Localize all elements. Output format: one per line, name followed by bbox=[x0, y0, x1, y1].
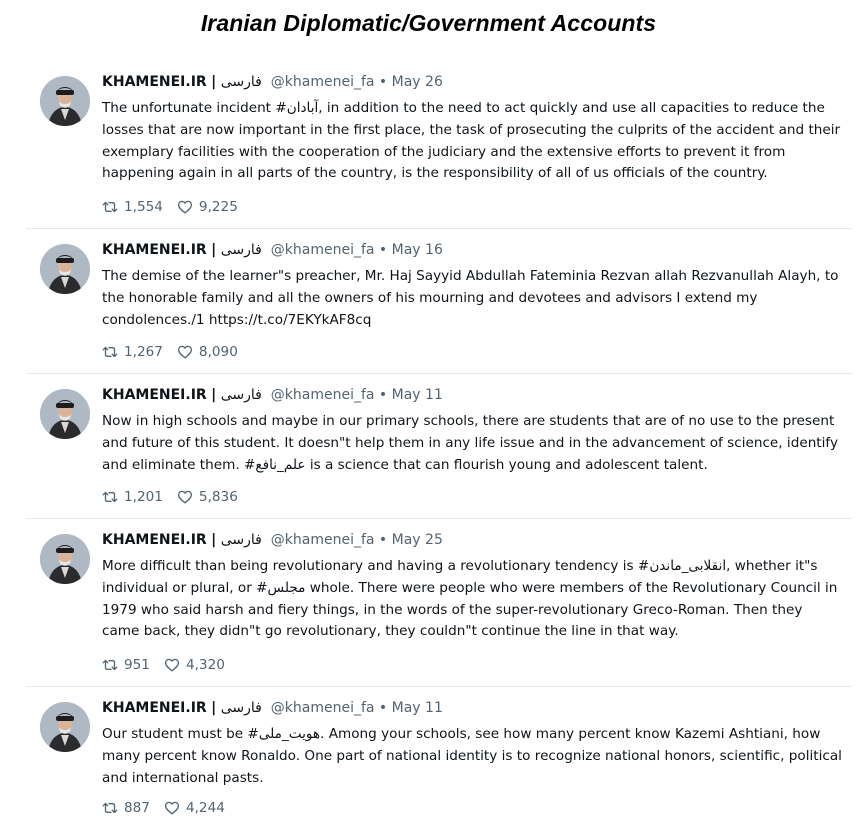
retweet-button[interactable] bbox=[102, 657, 150, 673]
tweet-date[interactable]: May 11 bbox=[391, 387, 443, 403]
author-handle[interactable]: @khamenei_fa bbox=[270, 242, 375, 258]
header-dot: • bbox=[378, 387, 388, 403]
like-count: 8,090 bbox=[198, 344, 238, 360]
tweet-item[interactable] bbox=[26, 229, 852, 374]
tweet-date[interactable]: May 11 bbox=[391, 700, 443, 716]
author-separator: | bbox=[211, 700, 217, 716]
author-handle[interactable]: @khamenei_fa bbox=[270, 387, 375, 403]
tweet-date[interactable]: May 26 bbox=[391, 74, 443, 90]
tweet-header bbox=[102, 73, 842, 92]
author-name[interactable]: KHAMENEI.IR bbox=[102, 532, 207, 548]
author-script-name[interactable]: فارسی bbox=[220, 387, 262, 403]
avatar-portrait-icon bbox=[40, 534, 90, 584]
header-dot: • bbox=[378, 74, 388, 90]
like-count: 4,244 bbox=[185, 800, 225, 816]
retweet-count: 1,554 bbox=[124, 199, 163, 215]
profile-avatar[interactable] bbox=[40, 389, 90, 439]
like-button[interactable] bbox=[177, 199, 238, 215]
header-dot: • bbox=[378, 242, 388, 258]
avatar-portrait-icon bbox=[40, 389, 90, 439]
retweet-button[interactable] bbox=[102, 199, 163, 215]
author-name[interactable]: KHAMENEI.IR bbox=[102, 387, 207, 403]
author-script-name[interactable]: فارسی bbox=[220, 532, 262, 548]
avatar-portrait-icon bbox=[40, 702, 90, 752]
tweet-feed bbox=[26, 61, 852, 827]
heart-icon bbox=[164, 657, 180, 673]
tweet-body bbox=[102, 386, 842, 476]
retweet-button[interactable] bbox=[102, 344, 163, 360]
tweet-text: The demise of the learner"s preacher, Mr. Haj Sayyid Abdullah Fateminia Rezvan allah Rezvanullah Alayh, to the honorable family and all the owners of his mourning and devotees and advisors I extend my condolences./1 https://t.co/7EKYkAF8cq bbox=[102, 268, 839, 328]
tweet-header bbox=[102, 386, 842, 405]
tweet-body bbox=[102, 699, 842, 789]
retweet-count: 1,267 bbox=[124, 344, 163, 360]
like-button[interactable] bbox=[177, 344, 238, 360]
tweet-item[interactable] bbox=[26, 374, 852, 519]
tweet-stats bbox=[102, 800, 239, 816]
tweet-header bbox=[102, 531, 842, 550]
heart-icon bbox=[177, 489, 193, 505]
profile-avatar[interactable] bbox=[40, 76, 90, 126]
avatar-portrait-icon bbox=[40, 244, 90, 294]
tweet-body bbox=[102, 531, 842, 643]
tweet-stats bbox=[102, 344, 252, 360]
author-handle[interactable]: @khamenei_fa bbox=[270, 74, 375, 90]
tweet-stats bbox=[102, 199, 252, 215]
author-separator: | bbox=[211, 74, 217, 90]
author-script-name[interactable]: فارسی bbox=[220, 242, 262, 258]
tweet-item[interactable] bbox=[26, 61, 852, 229]
like-button[interactable] bbox=[177, 489, 238, 505]
page-title: Iranian Diplomatic/Government Accounts bbox=[200, 10, 657, 36]
retweet-count: 951 bbox=[124, 657, 150, 673]
retweet-icon bbox=[102, 657, 118, 673]
heart-icon bbox=[177, 344, 193, 360]
tweet-header bbox=[102, 699, 842, 718]
like-count: 9,225 bbox=[198, 199, 238, 215]
retweet-icon bbox=[102, 199, 118, 215]
tweet-item[interactable] bbox=[26, 687, 852, 827]
avatar-portrait-icon bbox=[40, 76, 90, 126]
tweet-stats bbox=[102, 657, 239, 673]
profile-avatar[interactable] bbox=[40, 534, 90, 584]
heart-icon bbox=[164, 800, 180, 816]
retweet-icon bbox=[102, 489, 118, 505]
author-name[interactable]: KHAMENEI.IR bbox=[102, 700, 207, 716]
tweet-date[interactable]: May 25 bbox=[391, 532, 443, 548]
retweet-count: 1,201 bbox=[124, 489, 163, 505]
author-separator: | bbox=[211, 387, 217, 403]
tweet-text: The unfortunate incident #آبادان, in addition to the need to act quickly and use all capacities to reduce the losses that are now important in the first place, the task of prosecuting the culprits of the accident and their exemplary facilities with the cooperation of the judiciary and the extensive efforts to prevent it from happening again in all parts of the country, is the responsibility of all of us officials of the country. bbox=[102, 100, 841, 182]
like-button[interactable] bbox=[164, 800, 225, 816]
author-separator: | bbox=[211, 242, 217, 258]
author-script-name[interactable]: فارسی bbox=[220, 700, 262, 716]
like-count: 4,320 bbox=[185, 657, 225, 673]
author-separator: | bbox=[211, 532, 217, 548]
tweet-body bbox=[102, 73, 842, 185]
retweet-icon bbox=[102, 344, 118, 360]
author-script-name[interactable]: فارسی bbox=[220, 74, 262, 90]
tweet-date[interactable]: May 16 bbox=[391, 242, 443, 258]
header-dot: • bbox=[378, 532, 388, 548]
tweet-text: More difficult than being revolutionary and having a revolutionary tendency is #انقلابی_ماندن, whether it"s individual or plural, or #مجلس whole. There were people who were members of the Revolutionary Council in 1979 who said harsh and fiery things, in the words of the super-revolutionary Greco-Roman. Then they came back, they didn"t go revolutionary, they couldn"t continue the line in that way. bbox=[102, 558, 838, 640]
tweet-text: Now in high schools and maybe in our primary schools, there are students that are of no use to the present and future of this student. It doesn"t help them in any life issue and in the advancement of science, identify and eliminate them. #علم_نافع is a science that can flourish young and adolescent talent. bbox=[102, 413, 839, 473]
like-button[interactable] bbox=[164, 657, 225, 673]
tweet-header bbox=[102, 241, 842, 260]
tweet-item[interactable] bbox=[26, 519, 852, 687]
author-name[interactable]: KHAMENEI.IR bbox=[102, 242, 207, 258]
author-handle[interactable]: @khamenei_fa bbox=[270, 700, 375, 716]
retweet-button[interactable] bbox=[102, 489, 163, 505]
retweet-count: 887 bbox=[124, 800, 150, 816]
retweet-button[interactable] bbox=[102, 800, 150, 816]
like-count: 5,836 bbox=[198, 489, 238, 505]
author-handle[interactable]: @khamenei_fa bbox=[270, 532, 375, 548]
heart-icon bbox=[177, 199, 193, 215]
tweet-text: Our student must be #هویت_ملی. Among your schools, see how many percent know Kazemi Ashtiani, how many percent know Ronaldo. One part of national identity is to recognize national honors, scientific, political and international pasts. bbox=[102, 726, 842, 786]
profile-avatar[interactable] bbox=[40, 702, 90, 752]
retweet-icon bbox=[102, 800, 118, 816]
header-dot: • bbox=[378, 700, 388, 716]
tweet-body bbox=[102, 241, 842, 331]
author-name[interactable]: KHAMENEI.IR bbox=[102, 74, 207, 90]
tweet-stats bbox=[102, 489, 252, 505]
profile-avatar[interactable] bbox=[40, 244, 90, 294]
